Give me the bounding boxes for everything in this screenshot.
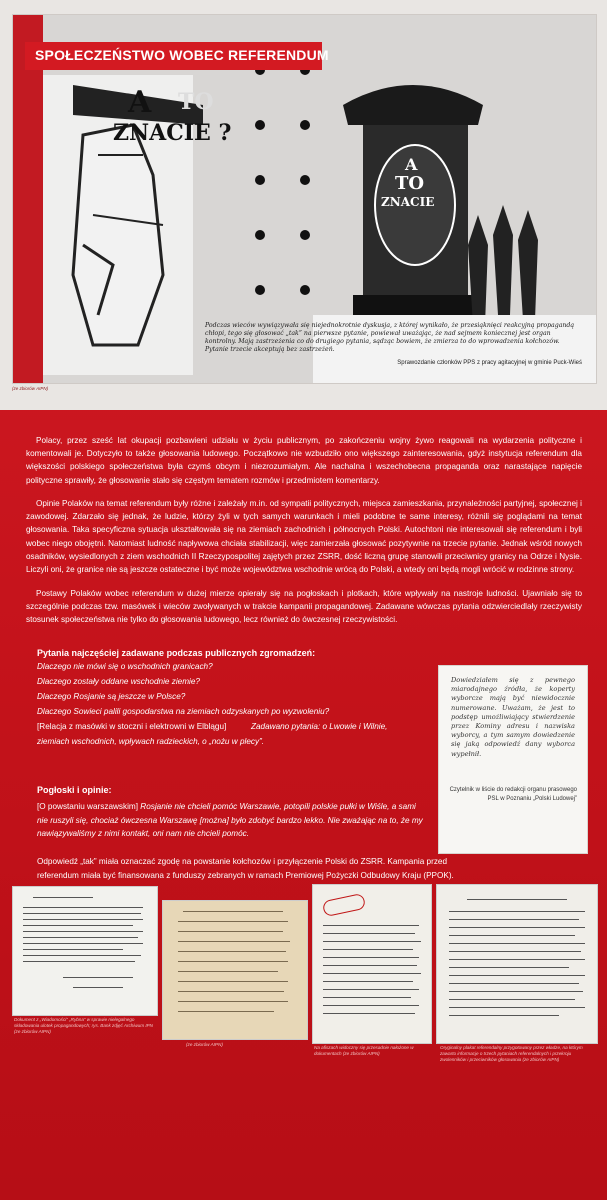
poster-caption-source: Sprawozdanie członków PPS z pracy agitacyjnej w gminie Puck-Wieś: [397, 360, 582, 366]
document-caption-3: Na afiszach widoczny się przesadnie nałożone w dokumentach (ze zbiorów AIPN): [314, 1045, 414, 1056]
relacja-text-2: ziemiach wschodnich, wpływach radzieckich, o „nożu w plecy”.: [37, 737, 265, 746]
document-caption-1: Dokument z „Wiadomości” „Rybna” w sprawie nielegalnego składowania ulotek propagandowych; rys. Bank zdjęć Archiwum IPN (ze zbiorów AIPN): [14, 1017, 153, 1034]
document-caption-4: Oryginalny plakat referendalny przygotowany przez władze, na którym zawarto informacje o trzech pytaniach referendalnych i przekroju zwolenników i przeciwników głosowania (ze zbiorów AIPN): [440, 1045, 583, 1062]
rumors-quote: Rosjanie nie chcieli pomóc Warszawie, potopili polskie pułki w Wiśle, a sami nie ruszyli się, chociaż ówczesna Warszawę [można] było zdobyć bardzo lekko. Nie zważając na to, że my nawiązywaliśmy z nimi kontakt, oni nam nie chcieli pomóc.: [37, 802, 423, 839]
sidebar-quote-box: [438, 665, 588, 854]
rumors-heading: Pogłoski i opinie:: [37, 785, 112, 795]
sidebar-source: Czytelnik w liście do redakcji organu prasowego PSL w Poznaniu „Polski Ludowej”: [449, 787, 577, 802]
questions-heading: Pytania najczęściej zadawane podczas publicznych zgromadzeń:: [37, 648, 316, 658]
paragraph-2: Opinie Polaków na temat referendum były różne i zależały m.in. od sympatii politycznych, miejsca zamieszkania, przynależności partyjnej, społecznej i zawodowej. Zdarzało się jednak, że ludzie, którzy żyli w tych samych warunkach i mieli podobne te same interesy, różnili się poglądami na temat głosowania. Taka specyficzna sytuacja ukształtowała się na ziemiach zachodnich i północnych Polski. Autochtoni nie interesowali się referendum i byli wobec niego obojętni. Natomiast ludność napływowa chciała stabilizacji, więc zamierzała głosować pozytywnie na trzecie pytanie. Jednak wśród nowych osadników, wysiedlonych z ziem wschodnich II Rzeczypospolitej zajętych przez ZSRR, dość liczną grupę stanowili przeciwnicy granicy na Odrze i Nysie. Liczyli oni, że granice nie są jeszcze ostateczne i być może województwa wschodnie wrócą do Polski, a wtedy oni będą mogli wrócić w rodzinne strony.: [26, 499, 582, 575]
relacja-text-1: Zadawano pytania: o Lwowie i Wilnie,: [251, 722, 388, 731]
question-item: Dlaczego zostały oddane wschodnie ziemie?: [37, 677, 200, 686]
document-thumbnail-1: [12, 886, 158, 1016]
question-item: Dlaczego Rosjanie są jeszcze w Polsce?: [37, 692, 186, 701]
question-item: Dlaczego nie mówi się o wschodnich granicach?: [37, 662, 213, 671]
page-title: SPOŁECZEŃSTWO WOBEC REFERENDUM: [35, 47, 329, 63]
document-caption-2: (ze zbiorów AIPN): [186, 1042, 223, 1047]
relacja-prefix: [Relacja z masówki w stoczni i elektrowni w Elblągu]: [37, 722, 227, 731]
rumors-prefix: [O powstaniu warszawskim]: [37, 802, 139, 811]
rumors-text: [37, 800, 427, 841]
paragraph-3: Postawy Polaków wobec referendum w dużej mierze opierały się na pogłoskach i plotkach, które wpływały na nastroje ludności. Ujawniało się to szczególnie podczas tzw. masówek i wieców zwoływanych w trakcie kampanii propagandowej. Zadawane wówczas pytania odzwierciedlały rzeczywisty stosunek społeczeństwa nie tylko do głosowania ludowego, lecz również do ówczesnej rzeczywistości.: [26, 589, 582, 625]
document-thumbnail-2: [162, 900, 308, 1040]
photo-credit: (ze zbiorów AIPN): [12, 386, 49, 391]
document-thumbnail-4: [436, 884, 598, 1044]
poster-znacie-right: ZNACIE: [381, 195, 435, 209]
poster-to-left: TO: [178, 89, 214, 115]
poster-caption: Podczas wieców wywiązywała się niejednokrotnie dyskusja, z której wynikało, że przesiąknięci reakcyjną propagandą chłopi, tego się głosować „tak” na pierwsze pytanie, powiewał uważając, że nad sejmem koniecznej jest organ kontrolny. Mają zastrzeżenia co do drugiego pytania, sądząc bowiem, że zmierza to do wprowadzenia kołchozów. Pytanie trzecie akceptują bez zastrzeżeń.: [205, 322, 575, 353]
title-bar: [25, 42, 329, 70]
question-item: Dlaczego Sowieci palili gospodarstwa na ziemiach odzyskanych po wyzwoleniu?: [37, 707, 330, 716]
poster-a-right: A: [405, 155, 418, 174]
poster-znacie-left: ZNACIE ?: [113, 120, 232, 146]
poster-to-right: TO: [395, 173, 425, 194]
answer-paragraph: Odpowiedź „tak” miała oznaczać zgodę na powstanie kołchozów i przyłączenie Polski do ZSRR. Kampania przed referendum miała być finansowana z funduszy zebranych w ramach Premiowej Pożyczki Odbudowy Kraju (PPOK).: [37, 857, 454, 880]
sidebar-quote: Dowiedziałem się z pewnego miarodajnego źródła, że koperty wyborcze mają być niewidocznie numerowane. Uważam, że jest to podstęp umożliwiający stwierdzenie przez Kominy adresu i nazwiska wyborcy, a tym samym dowiedzenie się jaką odpowiedź dany wyborca wypełnił.: [451, 676, 575, 758]
poster-a-left: A: [128, 85, 152, 120]
paragraph-1: Polacy, przez sześć lat okupacji pozbawieni udziału w życiu publicznym, po zakończeniu wojny żywo reagowali na wydarzenia polityczne i komentowali je. Dotyczyło to także głosowania ludowego. Początkowo nie wzbudziło ono większego zainteresowania, gdyż instytucja referendum dla większości polskiego społeczeństwa była czymś obcym i niezrozumiałym. Ale nachalna i wszechobecna propaganda oraz narastające napięcie polityczne sprawiły, że głosowanie stało się częstym tematem rozmów i przedmiotem komentarzy.: [26, 436, 582, 485]
document-thumbnail-3: [312, 884, 432, 1044]
